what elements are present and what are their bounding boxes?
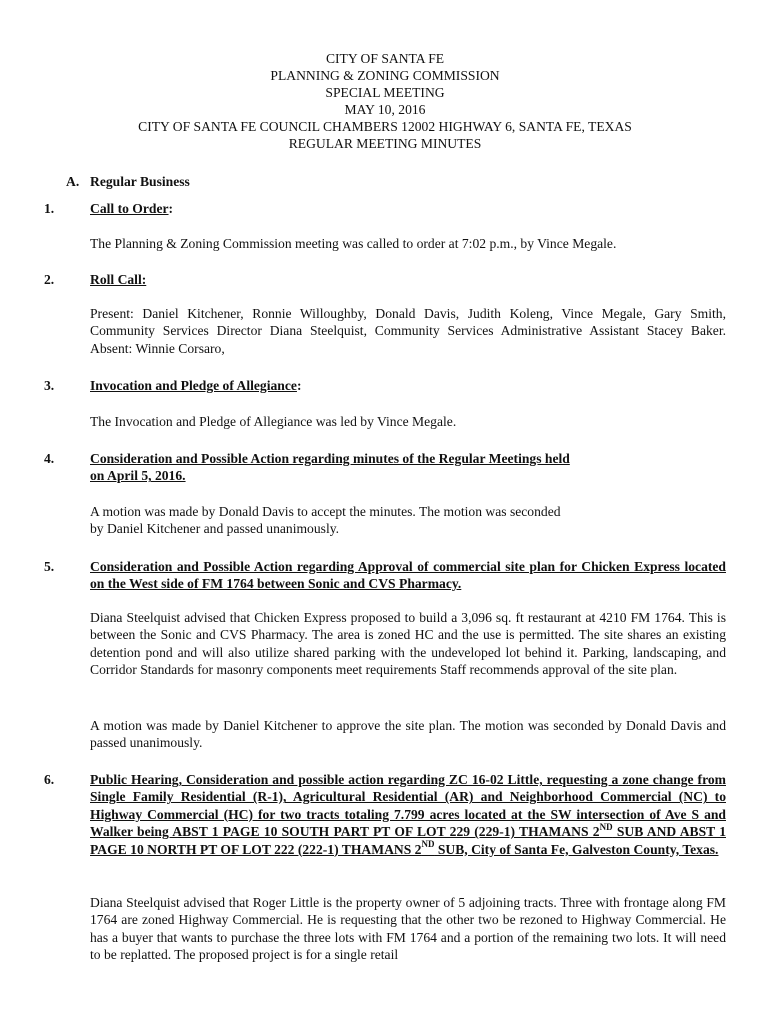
item-3-title-suffix: : (296, 378, 302, 393)
item-4-title-line1: Consideration and Possible Action regarding minutes of the Regular Meetings held (90, 451, 570, 466)
item-4-title (90, 450, 570, 485)
header-location: CITY OF SANTA FE COUNCIL CHAMBERS 12002 HIGHWAY 6, SANTA FE, TEXAS (138, 119, 632, 134)
item-2-body: Present: Daniel Kitchener, Ronnie Willoughby, Donald Davis, Judith Koleng, Vince Megale, Gary Smith, Community Services Director Diana Steelquist, Community Services Administrative Assistant Stacey Baker. Absent: Winnie Corsaro, (90, 306, 726, 356)
item-5-title: Consideration and Possible Action regarding Approval of commercial site plan for Chicken Express located on the West side of FM 1764 between Sonic and CVS Pharmacy. (90, 559, 726, 592)
item-3-title-text: Invocation and Pledge of Allegiance (90, 378, 297, 393)
item-4-body (90, 503, 561, 538)
item-2-title: Roll Call: (90, 272, 147, 287)
item-6-title-part3: SUB, City of Santa Fe, Galveston County, Texas. (434, 841, 719, 857)
item-4-body-line2: by Daniel Kitchener and passed unanimously. (90, 521, 340, 537)
item-4-body-line1: A motion was made by Donald Davis to accept the minutes. The motion was seconded (90, 504, 561, 519)
item-3-title (90, 377, 726, 394)
item-6-body: Diana Steelquist advised that Roger Little is the property owner of 5 adjoining tracts. Three with frontage along FM 1764 are zoned Highway Commercial. He is requesting that the other two be rezoned to Highway Commercial. He has a buyer that wants to purchase the three lots with FM 1764 and a portion of the remaining two lots. It will need to be replatted. The proposed project is for a single retail (90, 895, 726, 963)
item-3-body: The Invocation and Pledge of Allegiance was led by Vince Megale. (90, 414, 457, 429)
document-header (0, 50, 770, 152)
header-city: CITY OF SANTA FE (325, 51, 445, 66)
item-1-title-text: Call to Order (90, 201, 169, 216)
header-date: MAY 10, 2016 (344, 102, 426, 117)
item-3-number: 3. (44, 378, 55, 393)
item-6-number: 6. (44, 772, 55, 787)
item-6-title-part1: Public Hearing, Consideration and possible action regarding ZC 16-02 Little, requesting a zone change from Single Family Residential (R-1), Agricultural Residential (AR) and Neighborhood Commercial (NC) to Highway Commercial (HC) for two tracts totaling 7.799 acres located at the SW intersection of Ave S and Walker being ABST 1 PAGE 10 SOUTH PART PT OF LOT 229 (229-1) THAMANS 2 (90, 772, 726, 840)
item-4-title-line2: on April 5, 2016. (90, 468, 186, 484)
header-commission: PLANNING & ZONING COMMISSION (270, 68, 500, 83)
item-4-number: 4. (44, 451, 55, 466)
item-1-title (90, 200, 726, 217)
item-5-number: 5. (44, 559, 55, 574)
header-title: REGULAR MEETING MINUTES (288, 136, 482, 151)
item-5-body-1: Diana Steelquist advised that Chicken Express proposed to build a 3,096 sq. ft restaurant at 4210 FM 1764. This is between the Sonic and CVS Pharmacy. The area is zoned HC and the use is permitted. The site shares an existing detention pond and will also utilize shared parking with the undeveloped lot behind it. Parking, landscaping, and Corridor Standards for masonry components meet requirements Staff recommends approval of the site plan. (90, 610, 726, 678)
item-6-title-sup2: ND (421, 839, 435, 850)
item-5-body-2: A motion was made by Daniel Kitchener to approve the site plan. The motion was seconded by Donald Davis and passed unanimously. (90, 718, 726, 751)
section-title: Regular Business (90, 174, 190, 189)
item-6-title-sup1: ND (599, 821, 613, 832)
section-heading (66, 173, 190, 190)
item-1-title-suffix: : (168, 201, 174, 216)
header-meeting-type: SPECIAL MEETING (325, 85, 445, 100)
item-1-number: 1. (44, 201, 55, 216)
item-6-title-part2: SUB AND ABST 1 PAGE 10 NORTH PT OF LOT 222 (222-1) THAMANS 2 (90, 824, 726, 857)
section-letter: A. (66, 174, 80, 189)
item-2-number: 2. (44, 272, 55, 287)
item-6-title (90, 771, 726, 858)
item-1-body: The Planning & Zoning Commission meeting was called to order at 7:02 p.m., by Vince Megale. (90, 236, 617, 251)
